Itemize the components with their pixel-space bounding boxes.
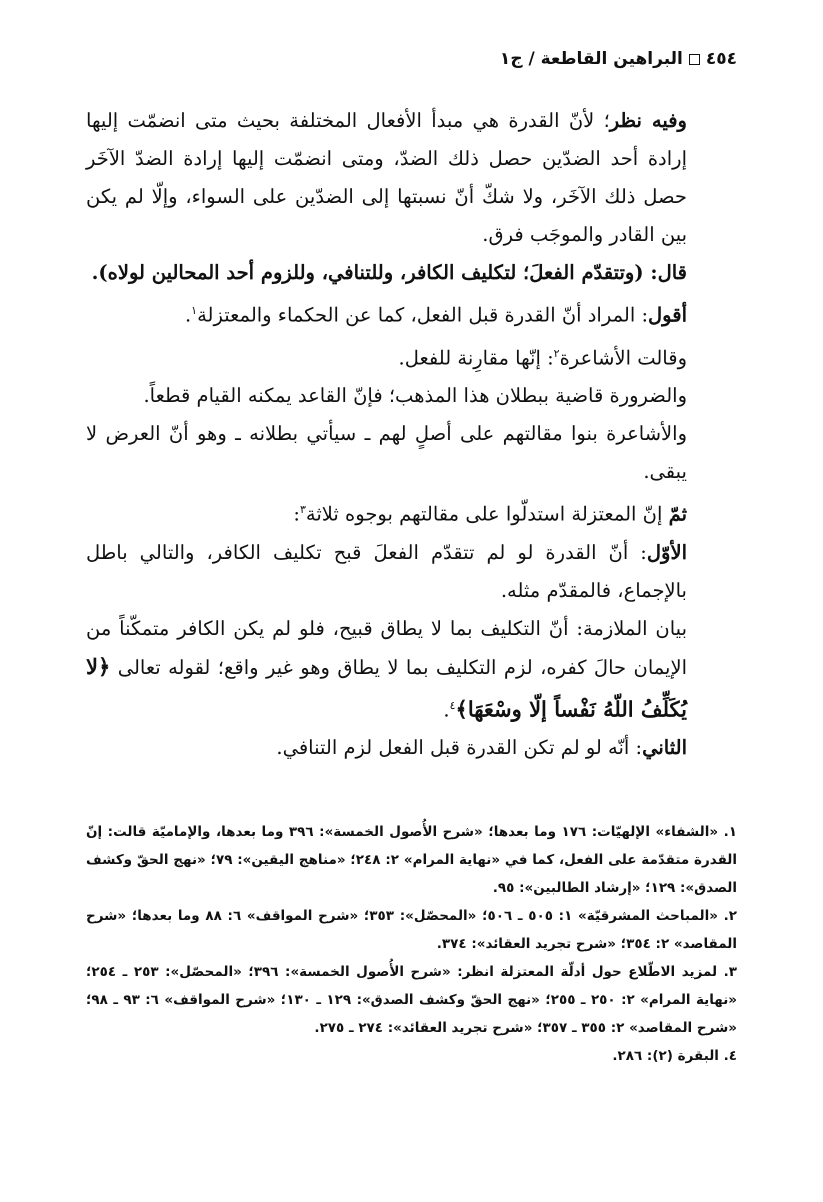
paragraph-8-text: : أنّ القدرة لو لم تتقدّم الفعلَ قبح تكليف الكافر، والتالي باطل بالإجماع، فالمقدّم مثله. (86, 540, 687, 602)
paragraph-1-text: ؛ لأنّ القدرة هي مبدأ الأفعال المختلفة بحيث متى انضمّت إليها إرادة أحد الضدّين حصل ذلك الضدّ، ومتى انضمّت إليها إرادة الضدّ الآخَر حصل ذلك الآخَر، ولا شكّ أنّ نسبتها إلى الضدّين على السواء، وإلّا لم يكن بين القادر والموجَب فرق. (86, 109, 687, 246)
paragraph-3-label: أقول (648, 303, 687, 327)
paragraph-6: والأشاعرة بنوا مقالتهم على أصلٍ لهم ـ سيأتي بطلانه ـ وهو أنّ العرض لا يبقى. (86, 422, 687, 483)
paragraph-9-end: . (443, 698, 450, 721)
paragraph-3-end: . (184, 303, 192, 327)
paragraph-7-end: : (293, 502, 300, 526)
footnotes (86, 818, 737, 1070)
footnote-ref-1: ١ (191, 304, 198, 317)
paragraph-5: والضرورة قاضية ببطلان هذا المذهب؛ فإنّ القاعد يمكنه القيام قطعاً. (143, 384, 687, 407)
footnote-2: ٢. «المباحث المشرقيّة» ١: ٥٠٥ ـ ٥٠٦؛ «المحصّل»: ٣٥٣؛ «شرح المواقف» ٦: ٨٨ وما بعدها؛ «شرح المقاصد» ٢: ٣٥٤؛ «شرح تجريد العقائد»: ٣٧٤. (86, 908, 738, 952)
footnote-ref-2: ٢ (553, 346, 560, 360)
paragraph-2 (86, 254, 737, 292)
book-page (86, 0, 737, 1202)
footnote-1: ١. «الشفاء» الإلهيّات: ١٧٦ وما بعدها؛ «شرح الأُصول الخمسة»: ٣٩٦ وما بعدها، والإماميّة قالت: إنّ القدرة متقدّمة على الفعل، كما في «نهاية المرام» ٢: ٢٤٨؛ «مناهج اليقين»: ٧٩؛ «نهج الحقّ وكشف الصدق»: ١٢٩؛ «إرشاد الطالبين»: ٩٥. (86, 824, 737, 896)
footnote-ref-4: ٤ (449, 698, 456, 712)
paragraph-8-label: الأوّل (646, 540, 687, 564)
footnote-3: ٣. لمزيد الاطّلاع حول أدلّة المعتزلة انظر: «شرح الأُصول الخمسة»: ٣٩٦؛ «المحصّل»: ٢٥٣ ـ ٢٥٤؛ «نهاية المرام» ٢: ٢٥٠ ـ ٢٥٥؛ «نهج الحقّ وكشف الصدق»: ١٢٩ ـ ١٣٠؛ «شرح المواقف» ٦: ٩٣ ـ ٩٨؛ «شرح المقاصد» ٢: ٣٥٥ ـ ٣٥٧؛ «شرح تجريد العقائد»: ٢٧٤ ـ ٢٧٥. (86, 964, 738, 1036)
paragraph-10-text: : أنّه لو لم تكن القدرة قبل الفعل لزم التنافي. (276, 736, 643, 759)
paragraph-2-label: قال (657, 261, 687, 284)
paragraph-4-text: وقالت الأشاعرة (559, 346, 687, 369)
paragraph-3 (86, 292, 737, 335)
square-separator-icon (689, 54, 700, 65)
paragraph-7-text: إنّ المعتزلة استدلّوا على مقالتهم بوجوه ثلاثة (305, 502, 669, 526)
paragraph-2-text: : (وتتقدّم الفعلَ؛ لتكليف الكافر، وللتنافي، وللزوم أحد المحالين لولاه). (91, 261, 658, 284)
paragraph-8 (86, 534, 737, 610)
paragraph-9 (86, 610, 737, 730)
paragraph-7-lead: ثمّ (668, 502, 687, 526)
paragraph-4 (86, 335, 737, 378)
paragraph-10-label: الثاني (642, 736, 687, 759)
running-title: البراهين القاطعة / ج١ (499, 49, 683, 69)
page-header (86, 49, 737, 69)
paragraph-10 (86, 729, 737, 767)
paragraph-9-text: بيان الملازمة: أنّ التكليف بما لا يطاق قبيح، فلو لم يكن الكافر متمكّناً من الإيمان حالَ كفره، لزم التكليف بما لا يطاق وهو غير واقع؛ لقوله تعالى (86, 616, 687, 679)
footnote-4: ٤. البقرة (٢): ٢٨٦. (612, 1048, 737, 1064)
paragraph-1 (86, 102, 737, 254)
paragraph-1-lead: وفيه نظر (609, 109, 687, 132)
main-text (86, 102, 737, 767)
quran-verse: ﴿لا يُكَلِّفُ اللّهُ نَفْساً إلّا وسْعَهَا﴾ (86, 653, 687, 721)
paragraph-7 (86, 491, 737, 534)
page-number: ٤٥٤ (705, 49, 737, 69)
paragraph-3-text: : المراد أنّ القدرة قبل الفعل، كما عن الحكماء والمعتزلة (197, 303, 649, 327)
paragraph-4-rest: : إنّها مقارِنة للفعل. (398, 346, 554, 369)
footnote-ref-3: ٣ (299, 503, 306, 516)
